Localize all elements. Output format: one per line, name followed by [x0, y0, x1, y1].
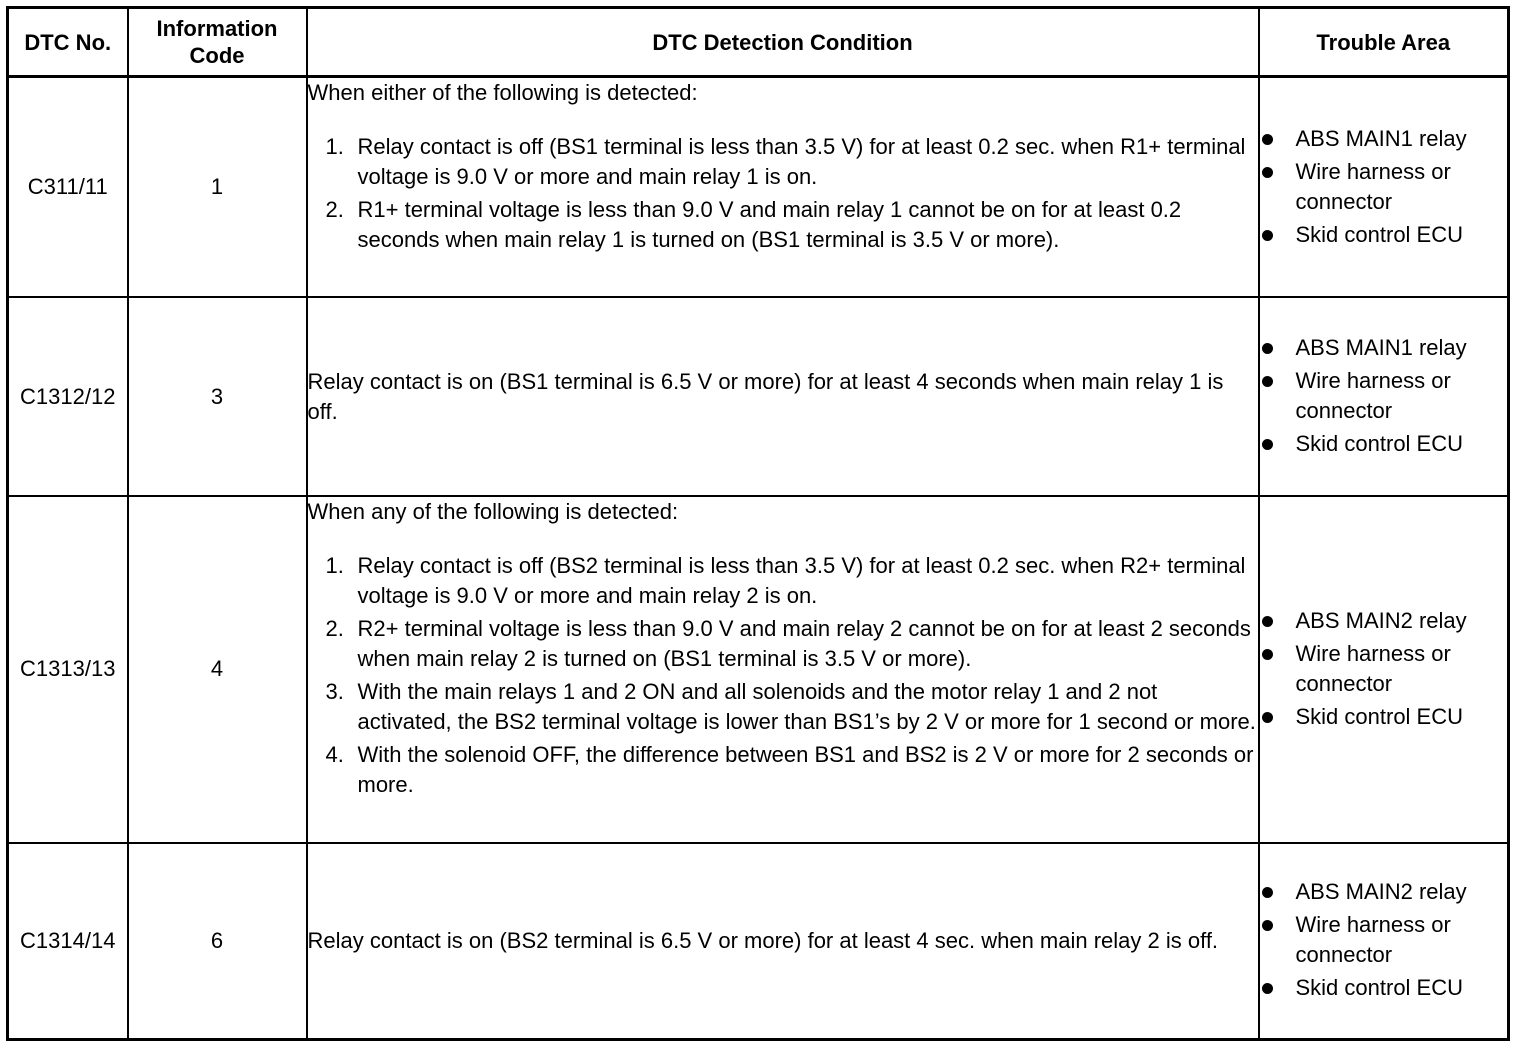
trouble-area-text: Skid control ECU: [1295, 431, 1464, 457]
bullet-icon: [1262, 887, 1273, 898]
condition-item: [308, 740, 1258, 800]
header-information-code-label: Information Code: [156, 16, 278, 68]
trouble-area-item: [1260, 877, 1508, 907]
table-row: [8, 77, 1509, 298]
condition-text: Relay contact is on (BS2 terminal is 6.5 V or more) for at least 4 sec. when main relay 2 is off.: [307, 927, 1219, 953]
bullet-icon: [1262, 376, 1273, 387]
trouble-area-text: Skid control ECU: [1295, 221, 1464, 247]
information-code-cell: 4: [128, 496, 307, 842]
detection-condition-cell: [307, 843, 1259, 1040]
header-information-code: [128, 8, 307, 77]
condition-number: 2.: [325, 616, 344, 642]
dtc-number-cell: C311/11: [8, 77, 128, 298]
trouble-area-item: [1260, 157, 1508, 217]
trouble-area-item: [1260, 333, 1508, 363]
trouble-area-text: Wire harness or connector: [1295, 912, 1451, 968]
trouble-area-text: ABS MAIN1 relay: [1295, 335, 1467, 361]
bullet-icon: [1262, 167, 1273, 178]
information-code-cell: 6: [128, 843, 307, 1040]
trouble-area-text: ABS MAIN2 relay: [1295, 607, 1467, 633]
trouble-area-list: [1260, 333, 1508, 459]
condition-number: 2.: [325, 197, 344, 222]
dtc-number-cell: C1314/14: [8, 843, 128, 1040]
detection-condition-cell: [307, 496, 1259, 842]
bullet-icon: [1262, 134, 1273, 145]
bullet-icon: [1262, 230, 1273, 241]
header-detection-condition: DTC Detection Condition: [307, 8, 1259, 77]
condition-number: 1.: [325, 134, 344, 159]
bullet-icon: [1262, 616, 1273, 627]
condition-intro: When either of the following is detected:: [307, 80, 698, 105]
trouble-area-item: [1260, 973, 1508, 1003]
information-code-cell: 1: [128, 77, 307, 298]
trouble-area-text: ABS MAIN1 relay: [1295, 125, 1467, 151]
dtc-number-cell: C1312/12: [8, 297, 128, 496]
trouble-area-item: [1260, 220, 1508, 250]
trouble-area-list: [1260, 124, 1508, 250]
table-row: [8, 496, 1509, 842]
condition-item: [308, 132, 1258, 192]
condition-number: 3.: [325, 679, 344, 705]
trouble-area-text: Wire harness or connector: [1295, 368, 1451, 424]
condition-intro: When any of the following is detected:: [307, 499, 679, 525]
condition-text: With the solenoid OFF, the difference between BS1 and BS2 is 2 V or more for 2 seconds or more.: [357, 742, 1254, 798]
condition-text: R1+ terminal voltage is less than 9.0 V and main relay 1 cannot be on for at least 0.2 seconds when main relay 1 is turned on (BS1 terminal is 3.5 V or more).: [357, 197, 1182, 252]
bullet-icon: [1262, 439, 1273, 450]
trouble-area-item: [1260, 124, 1508, 154]
trouble-area-list: [1260, 877, 1508, 1003]
trouble-area-item: [1260, 639, 1508, 699]
table-row: [8, 843, 1509, 1040]
information-code-cell: 3: [128, 297, 307, 496]
dtc-table: [6, 6, 1510, 1041]
detection-condition-cell: [307, 297, 1259, 496]
condition-list: [308, 551, 1258, 800]
trouble-area-item: [1260, 366, 1508, 426]
bullet-icon: [1262, 920, 1273, 931]
trouble-area-cell: [1259, 843, 1509, 1040]
condition-item: [308, 195, 1258, 255]
trouble-area-cell: [1259, 297, 1509, 496]
condition-number: 4.: [325, 742, 344, 768]
header-trouble-area: Trouble Area: [1259, 8, 1509, 77]
trouble-area-item: [1260, 702, 1508, 732]
dtc-number-cell: C1313/13: [8, 496, 128, 842]
bullet-icon: [1262, 343, 1273, 354]
trouble-area-cell: [1259, 77, 1509, 298]
condition-text: Relay contact is on (BS1 terminal is 6.5 V or more) for at least 4 seconds when main relay 1 is off.: [307, 368, 1224, 424]
trouble-area-text: Wire harness or connector: [1295, 158, 1451, 214]
header-row: [8, 8, 1509, 77]
trouble-area-text: ABS MAIN2 relay: [1295, 879, 1467, 905]
detection-condition-cell: [307, 77, 1259, 298]
condition-list: [308, 132, 1258, 255]
condition-item: [308, 677, 1258, 737]
condition-text: Relay contact is off (BS1 terminal is less than 3.5 V) for at least 0.2 sec. when R1+ terminal voltage is 9.0 V or more and main relay 1 is on.: [357, 134, 1246, 189]
condition-item: [308, 551, 1258, 611]
trouble-area-cell: [1259, 496, 1509, 842]
condition-text: With the main relays 1 and 2 ON and all solenoids and the motor relay 1 and 2 not activated, the BS2 terminal voltage is lower than BS1’s by 2 V or more for 1 second or more.: [357, 679, 1256, 735]
trouble-area-list: [1260, 606, 1508, 732]
condition-item: [308, 614, 1258, 674]
bullet-icon: [1262, 649, 1273, 660]
trouble-area-item: [1260, 606, 1508, 636]
trouble-area-text: Skid control ECU: [1295, 703, 1464, 729]
table-row: [8, 297, 1509, 496]
condition-number: 1.: [325, 553, 344, 579]
bullet-icon: [1262, 712, 1273, 723]
condition-text: Relay contact is off (BS2 terminal is less than 3.5 V) for at least 0.2 sec. when R2+ terminal voltage is 9.0 V or more and main relay 2 is on.: [357, 553, 1246, 609]
header-dtc-no: DTC No.: [8, 8, 128, 77]
trouble-area-text: Skid control ECU: [1295, 975, 1464, 1001]
condition-text: R2+ terminal voltage is less than 9.0 V and main relay 2 cannot be on for at least 2 seconds when main relay 2 is turned on (BS1 terminal is 3.5 V or more).: [357, 616, 1251, 672]
trouble-area-item: [1260, 429, 1508, 459]
trouble-area-item: [1260, 910, 1508, 970]
trouble-area-text: Wire harness or connector: [1295, 640, 1451, 696]
bullet-icon: [1262, 983, 1273, 994]
